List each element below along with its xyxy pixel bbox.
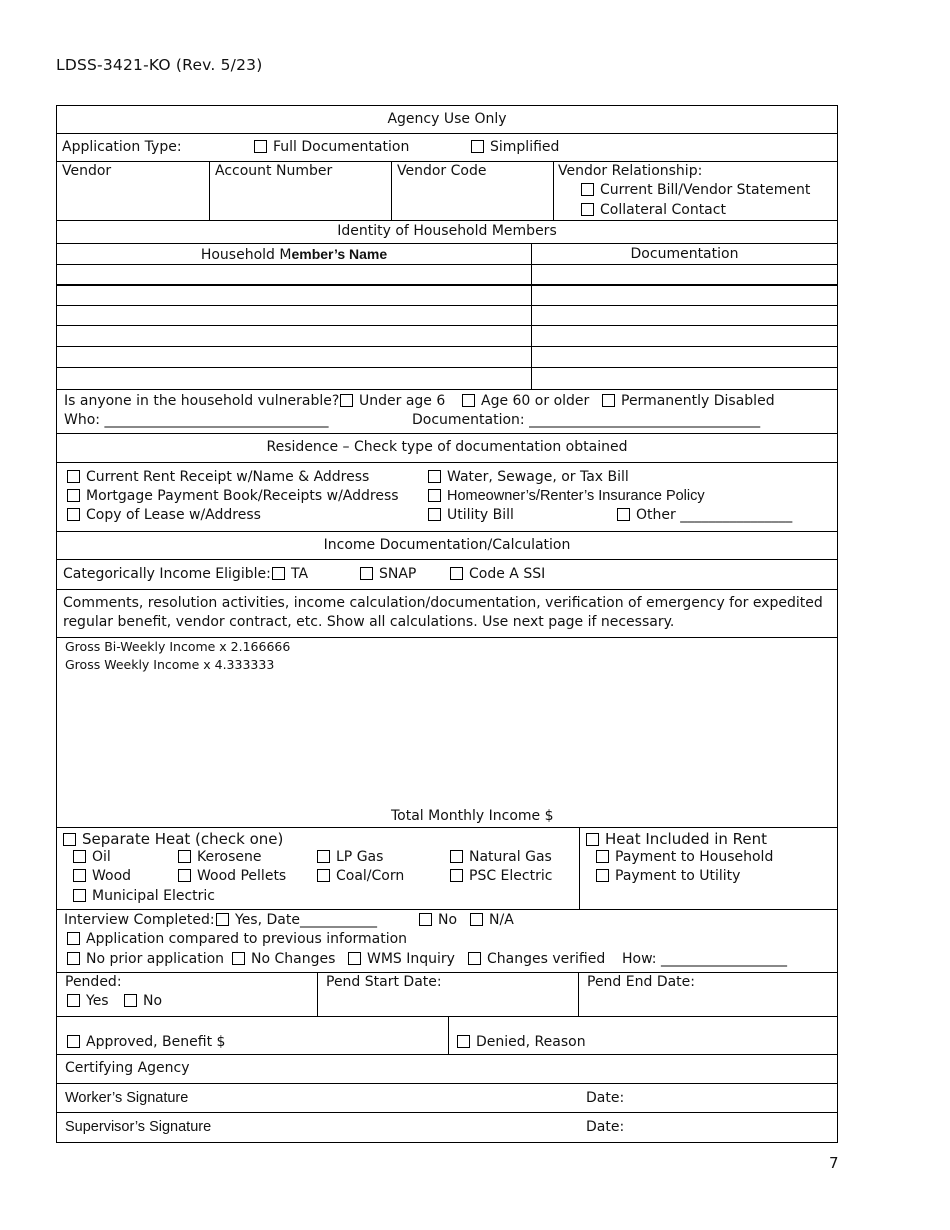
comments-instructions-row <box>57 590 837 638</box>
wms-inquiry-checkbox[interactable] <box>348 952 361 965</box>
no-prior-checkbox[interactable] <box>67 952 80 965</box>
application-compared-checkbox[interactable] <box>67 932 80 945</box>
rent-receipt-option[interactable]: Current Rent Receipt w/Name & Address <box>67 469 369 485</box>
insurance-option[interactable]: Homeowner’s/Renter’s Insurance Policy <box>428 488 705 504</box>
pend-start-date-cell[interactable] <box>317 973 578 1016</box>
pended-yes-checkbox[interactable] <box>67 994 80 1007</box>
interview-yes-checkbox[interactable] <box>216 913 229 926</box>
income-eligible-row <box>57 560 837 590</box>
approved-option[interactable]: Approved, Benefit $ <box>67 1034 225 1050</box>
denied-option[interactable]: Denied, Reason <box>457 1034 586 1050</box>
vendor-relationship-label: Vendor Relationship: <box>558 163 703 179</box>
heat-row <box>57 828 837 910</box>
code-a-ssi-checkbox[interactable] <box>450 567 463 580</box>
no-changes-option[interactable]: No Changes <box>232 951 335 967</box>
agency-use-form <box>56 105 838 1143</box>
oil-option[interactable]: Oil <box>73 849 111 865</box>
who-field[interactable]: Who: ________________________________ <box>64 412 329 428</box>
interview-row <box>57 910 837 973</box>
vendor-relationship-cell <box>553 162 837 220</box>
income-calculation-area[interactable] <box>57 638 837 828</box>
ta-checkbox[interactable] <box>272 567 285 580</box>
snap-option[interactable]: SNAP <box>360 566 416 582</box>
wood-option[interactable]: Wood <box>73 868 131 884</box>
separate-heat-checkbox[interactable] <box>63 833 76 846</box>
interview-no-option[interactable]: No <box>419 912 457 928</box>
vendor-label: Vendor <box>62 163 112 179</box>
heat-included-cell <box>579 828 837 909</box>
pend-end-date-cell[interactable] <box>578 973 837 1016</box>
changes-verified-checkbox[interactable] <box>468 952 481 965</box>
lp-gas-option[interactable]: LP Gas <box>317 849 383 865</box>
natural-gas-option[interactable]: Natural Gas <box>450 849 552 865</box>
pended-cell <box>57 973 317 1016</box>
page-number: 7 <box>829 1154 839 1172</box>
form-id: LDSS-3421-KO (Rev. 5/23) <box>56 56 263 74</box>
approved-checkbox[interactable] <box>67 1035 80 1048</box>
interview-no-checkbox[interactable] <box>419 913 432 926</box>
psc-electric-checkbox[interactable] <box>450 869 463 882</box>
code-a-ssi-option[interactable]: Code A SSI <box>450 566 545 582</box>
payment-household-checkbox[interactable] <box>596 850 609 863</box>
water-bill-checkbox[interactable] <box>428 470 441 483</box>
decision-row <box>57 1017 837 1055</box>
approved-cell <box>57 1017 448 1054</box>
vendor-code-label: Vendor Code <box>397 163 487 179</box>
lease-option[interactable]: Copy of Lease w/Address <box>67 507 261 523</box>
payment-utility-checkbox[interactable] <box>596 869 609 882</box>
supervisor-signature-row[interactable] <box>57 1113 837 1142</box>
worker-signature-label: Worker’s Signature <box>65 1090 189 1106</box>
full-documentation-option[interactable]: Full Documentation <box>254 139 409 155</box>
municipal-electric-option[interactable]: Municipal Electric <box>73 888 215 904</box>
changes-verified-option[interactable]: Changes verified <box>468 951 605 967</box>
account-number-cell[interactable] <box>209 162 391 220</box>
other-residence-option[interactable]: Other ________________ <box>617 507 792 523</box>
natural-gas-checkbox[interactable] <box>450 850 463 863</box>
pend-start-date-label: Pend Start Date: <box>326 974 442 990</box>
lp-gas-checkbox[interactable] <box>317 850 330 863</box>
coal-corn-option[interactable]: Coal/Corn <box>317 868 404 884</box>
municipal-electric-checkbox[interactable] <box>73 889 86 902</box>
under-age-6-checkbox[interactable] <box>340 394 353 407</box>
payment-utility-option[interactable]: Payment to Utility <box>596 868 740 884</box>
total-monthly-income-label: Total Monthly Income $ <box>391 808 554 824</box>
separate-heat-cell <box>57 828 579 909</box>
collateral-contact-checkbox[interactable] <box>581 203 594 216</box>
simplified-checkbox[interactable] <box>471 140 484 153</box>
agency-title-row <box>57 106 837 134</box>
certifying-agency-label: Certifying Agency <box>65 1060 190 1076</box>
collateral-contact-option[interactable]: Collateral Contact <box>581 202 726 218</box>
vendor-row <box>57 162 837 221</box>
member-name-header: Household Member’s Name <box>200 246 388 263</box>
other-residence-checkbox[interactable] <box>617 508 630 521</box>
payment-household-option[interactable]: Payment to Household <box>596 849 773 865</box>
income-title-row <box>57 532 837 560</box>
separate-heat-option[interactable]: Separate Heat (check one) <box>63 830 283 848</box>
lease-checkbox[interactable] <box>67 508 80 521</box>
pended-label: Pended: <box>65 974 122 990</box>
weekly-formula: Gross Weekly Income x 4.333333 <box>65 657 275 672</box>
permanently-disabled-checkbox[interactable] <box>602 394 615 407</box>
account-number-label: Account Number <box>215 163 333 179</box>
application-type-row <box>57 134 837 162</box>
denied-checkbox[interactable] <box>457 1035 470 1048</box>
household-title: Identity of Household Members <box>337 223 557 239</box>
residence-title: Residence – Check type of documentation obtained <box>266 439 628 455</box>
under-age-6-option[interactable]: Under age 6 <box>340 393 445 409</box>
denied-cell <box>448 1017 837 1054</box>
comments-line-1: Comments, resolution activities, income calculation/documentation, verification of emergency for expedited <box>63 595 823 611</box>
residence-options <box>57 463 837 532</box>
household-title-row <box>57 221 837 244</box>
age-60-checkbox[interactable] <box>462 394 475 407</box>
vulnerable-question: Is anyone in the household vulnerable? <box>64 393 340 409</box>
comments-line-2: regular benefit, vendor contract, etc. Show all calculations. Use next page if necessary. <box>63 614 675 630</box>
current-bill-option[interactable]: Current Bill/Vendor Statement <box>581 182 810 198</box>
worker-date-label: Date: <box>586 1090 625 1106</box>
wood-pellets-checkbox[interactable] <box>178 869 191 882</box>
heat-included-checkbox[interactable] <box>586 833 599 846</box>
pended-yes-option[interactable]: Yes <box>67 993 109 1009</box>
pend-end-date-label: Pend End Date: <box>587 974 696 990</box>
supervisor-signature-label: Supervisor’s Signature <box>65 1119 212 1135</box>
rent-receipt-checkbox[interactable] <box>67 470 80 483</box>
certifying-agency-row[interactable] <box>57 1055 837 1084</box>
utility-bill-checkbox[interactable] <box>428 508 441 521</box>
pended-row <box>57 973 837 1017</box>
wood-checkbox[interactable] <box>73 869 86 882</box>
snap-checkbox[interactable] <box>360 567 373 580</box>
wood-pellets-option[interactable]: Wood Pellets <box>178 868 286 884</box>
heat-included-option[interactable]: Heat Included in Rent <box>586 830 767 848</box>
no-prior-option[interactable]: No prior application <box>67 951 224 967</box>
interview-na-checkbox[interactable] <box>470 913 483 926</box>
full-documentation-checkbox[interactable] <box>254 140 267 153</box>
coal-corn-checkbox[interactable] <box>317 869 330 882</box>
wms-inquiry-option[interactable]: WMS Inquiry <box>348 951 455 967</box>
insurance-checkbox[interactable] <box>428 489 441 502</box>
pended-no-checkbox[interactable] <box>124 994 137 1007</box>
psc-electric-option[interactable]: PSC Electric <box>450 868 552 884</box>
oil-checkbox[interactable] <box>73 850 86 863</box>
kerosene-checkbox[interactable] <box>178 850 191 863</box>
vendor-code-cell[interactable] <box>391 162 553 220</box>
pended-no-option[interactable]: No <box>124 993 162 1009</box>
application-type-label: Application Type: <box>62 139 182 155</box>
age-60-option[interactable]: Age 60 or older <box>462 393 589 409</box>
household-table <box>57 244 837 390</box>
biweekly-formula: Gross Bi-Weekly Income x 2.166666 <box>65 639 291 654</box>
vulnerable-documentation-field[interactable]: Documentation: _________________________________ <box>412 412 761 428</box>
utility-bill-option[interactable]: Utility Bill <box>428 507 514 523</box>
mortgage-option[interactable]: Mortgage Payment Book/Receipts w/Address <box>67 488 399 504</box>
worker-signature-row[interactable] <box>57 1084 837 1113</box>
mortgage-checkbox[interactable] <box>67 489 80 502</box>
application-compared-option[interactable]: Application compared to previous information <box>67 931 407 947</box>
simplified-option[interactable]: Simplified <box>471 139 559 155</box>
permanently-disabled-option[interactable]: Permanently Disabled <box>602 393 775 409</box>
documentation-header: Documentation <box>630 246 739 262</box>
residence-title-row <box>57 434 837 463</box>
interview-label: Interview Completed: <box>64 912 215 928</box>
vendor-cell[interactable] <box>57 162 209 220</box>
vulnerable-row <box>57 390 837 434</box>
agency-title: Agency Use Only <box>387 111 507 127</box>
water-bill-option[interactable]: Water, Sewage, or Tax Bill <box>428 469 629 485</box>
how-field[interactable]: How: __________________ <box>622 951 787 967</box>
supervisor-date-label: Date: <box>586 1119 625 1135</box>
income-title: Income Documentation/Calculation <box>323 537 571 553</box>
no-changes-checkbox[interactable] <box>232 952 245 965</box>
income-eligible-label: Categorically Income Eligible: <box>63 566 271 582</box>
kerosene-option[interactable]: Kerosene <box>178 849 262 865</box>
interview-yes-option[interactable]: Yes, Date___________ <box>216 912 377 928</box>
interview-na-option[interactable]: N/A <box>470 912 514 928</box>
ta-option[interactable]: TA <box>272 566 308 582</box>
current-bill-checkbox[interactable] <box>581 183 594 196</box>
